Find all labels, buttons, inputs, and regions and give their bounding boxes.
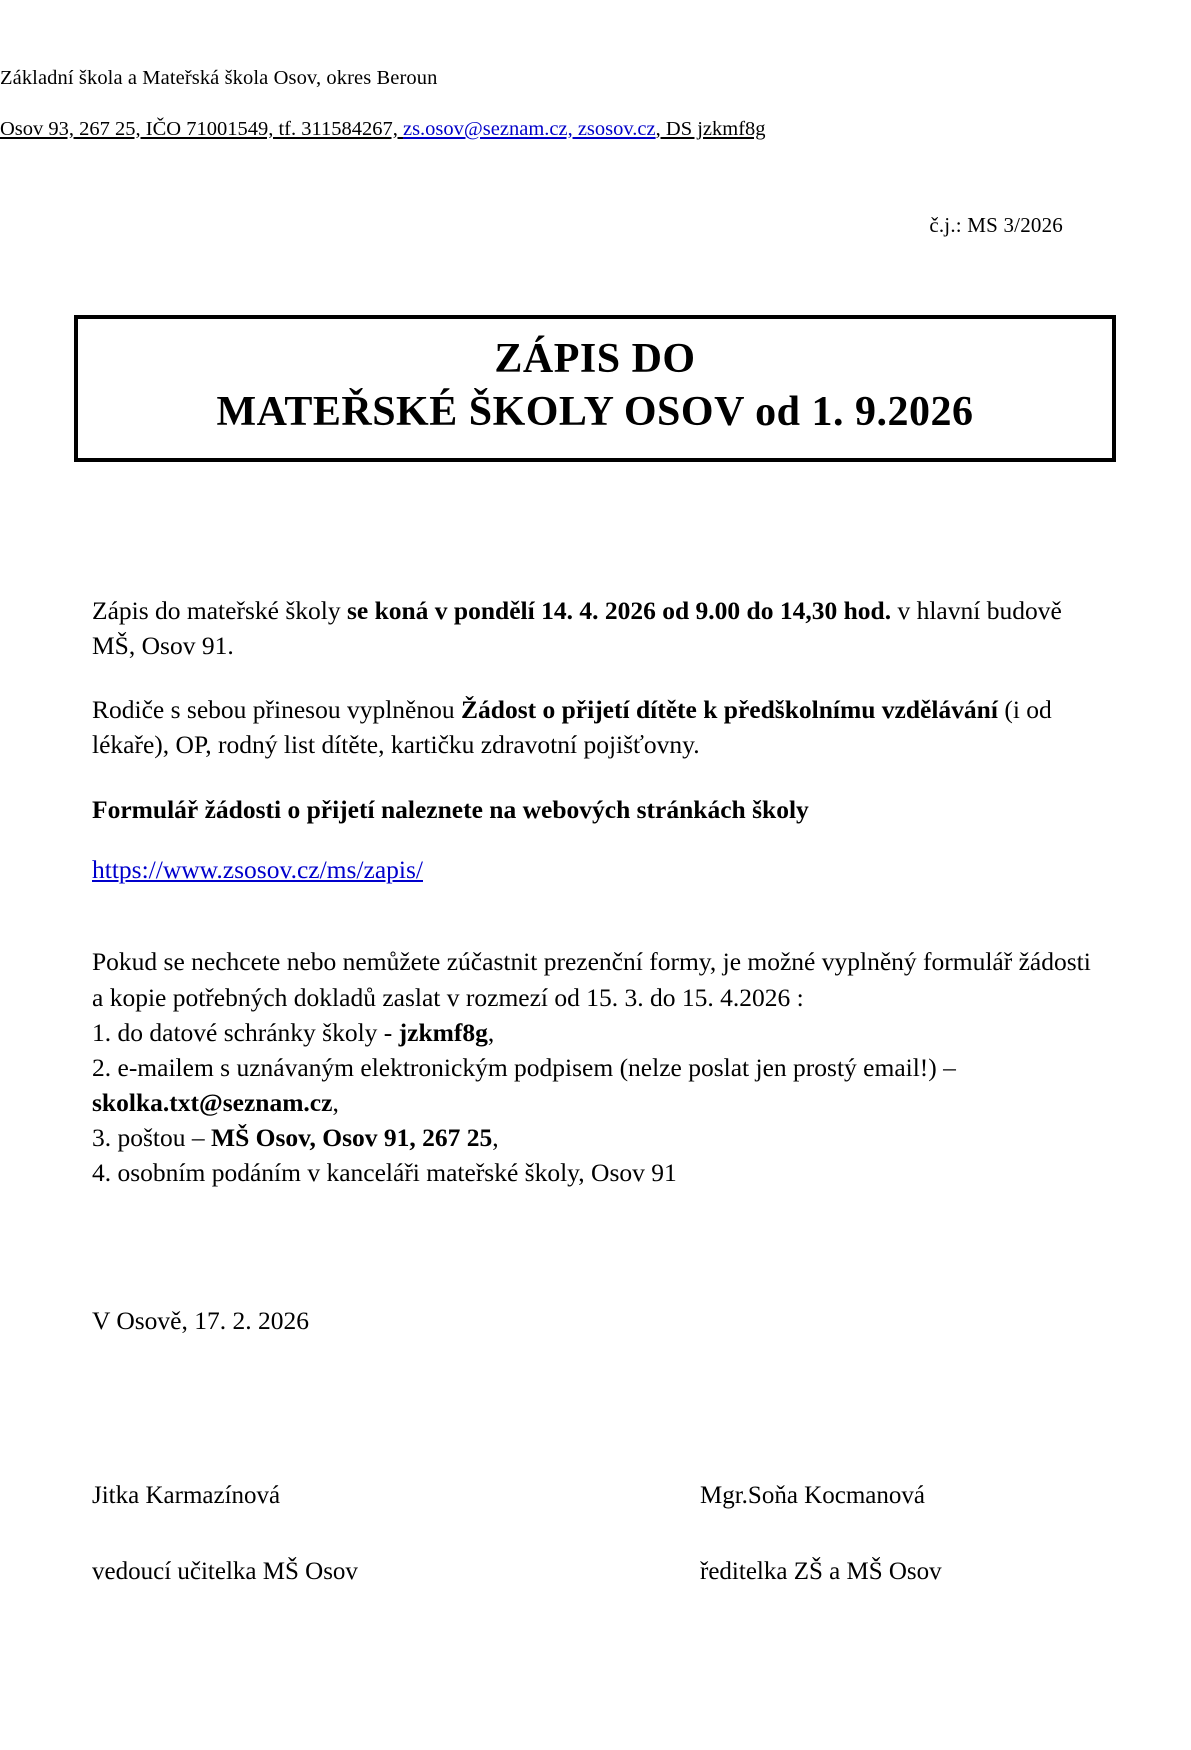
place-and-date: V Osově, 17. 2. 2026 [92, 1305, 309, 1335]
signature-roles-row [92, 1556, 1099, 1589]
signature-left-name: Jitka Karmazínová [92, 1481, 281, 1509]
signature-right-role: ředitelka ZŠ a MŠ Osov [700, 1558, 942, 1586]
option2-text: 2. e-mailem s uznávaným elektronickým podpisem (nelze poslat jen prostý email!) – [92, 1052, 956, 1082]
p2-text-b: (i od lékaře), OP, rodný list dítěte, kartičku zdravotní pojišťovny. [92, 694, 1052, 759]
p2-bold-application: Žádost o přijetí dítěte k předškolnímu vzdělávání [461, 694, 998, 724]
school-contact-heading [0, 117, 1191, 142]
contact-email-link[interactable]: zs.osov@seznam.cz, zsosov.cz [402, 117, 656, 140]
paragraph-enrollment-time [92, 593, 1099, 663]
application-form-url-link[interactable]: https://www.zsosov.cz/ms/zapis/ [92, 855, 423, 885]
option1-text-b: , [487, 1017, 495, 1047]
signature-names-row [92, 1480, 1099, 1513]
option3-bold-address: MŠ Osov, Osov 91, 267 25 [211, 1123, 493, 1153]
school-name-heading: Základní škola a Mateřská škola Osov, okres Beroun [0, 67, 438, 89]
option3-text-a: 3. poštou – [92, 1123, 212, 1153]
p1-bold-datetime: se koná v pondělí 14. 4. 2026 od 9.00 do 14,30 hod. [346, 596, 892, 626]
contact-address-text: Osov 93, 267 25, IČO 71001549, tf. 311584267, [0, 117, 403, 140]
p1-text-a: Zápis do mateřské školy [92, 596, 347, 626]
submission-option-4: 4. osobním podáním v kanceláři mateřské školy, Osov 91 [92, 1158, 677, 1188]
signature-block [92, 1480, 1099, 1589]
title-line-2: MATEŘSKÉ ŠKOLY OSOV od 1. 9.2026 [216, 388, 974, 435]
signature-right-name: Mgr.Soňa Kocmanová [700, 1481, 925, 1509]
p1-text-b: v hlavní budově MŠ, Osov 91. [92, 596, 1062, 661]
submission-option-3 [92, 1120, 1099, 1155]
case-number: č.j.: MS 3/2026 [929, 213, 1063, 238]
submission-option-2 [92, 1050, 1099, 1120]
contact-ds-text: , DS jzkmf8g [655, 117, 766, 140]
signature-left-role: vedoucí učitelka MŠ Osov [92, 1558, 358, 1586]
paragraph-form-location: Formulář žádosti o přijetí naleznete na webových stránkách školy [92, 794, 809, 824]
document-page [0, 66, 1191, 1750]
p2-text-a: Rodiče s sebou přinesou vyplněnou [92, 694, 461, 724]
option2-text-tail: , [332, 1088, 339, 1118]
document-body [92, 593, 1099, 1338]
option1-text-a: 1. do datové schránky školy - [92, 1017, 399, 1047]
title-box [74, 315, 1116, 462]
submission-option-1 [92, 1015, 1099, 1050]
option2-bold-email: skolka.txt@seznam.cz [92, 1088, 333, 1118]
option3-text-b: , [492, 1123, 499, 1153]
title-line-1: ZÁPIS DO [494, 336, 696, 383]
paragraph-remote-submission: Pokud se nechcete nebo nemůžete zúčastnit prezenční formy, je možné vyplněný formulář žádosti a kopie potřebných dokladů zaslat v rozmezí od 15. 3. do 15. 4.2026 : [92, 947, 1091, 1012]
option1-bold-databox: jzkmf8g [398, 1017, 488, 1047]
paragraph-required-documents [92, 692, 1099, 762]
paragraph-url [92, 852, 1099, 887]
